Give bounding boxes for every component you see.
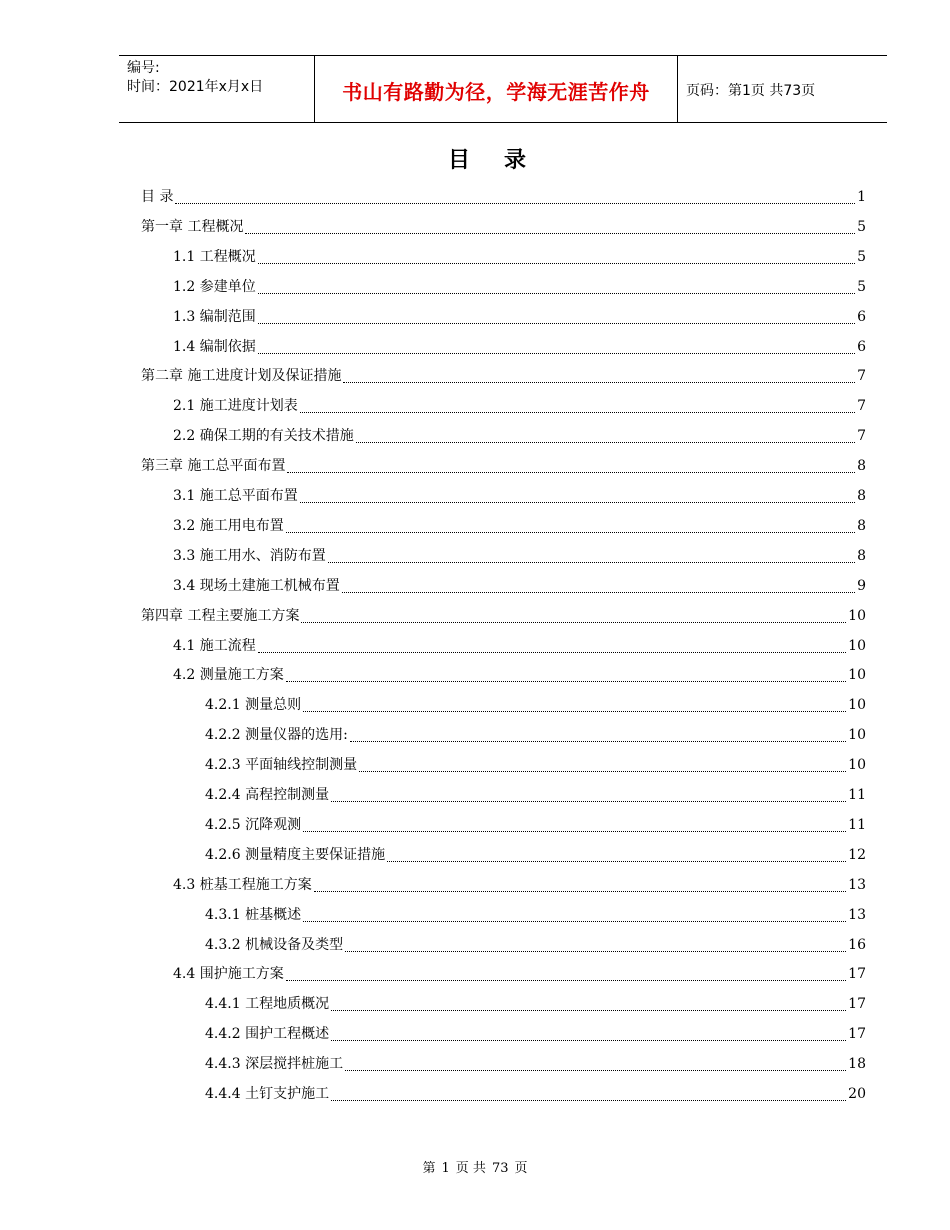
toc-leader-dots (286, 531, 855, 533)
toc-entry-page: 17 (848, 996, 866, 1013)
toc-entry[interactable] (205, 694, 866, 716)
toc-entry-label: 第四章 工程主要施工方案 (141, 607, 300, 624)
toc-entry-page: 10 (848, 727, 866, 744)
toc-entry[interactable] (173, 246, 866, 268)
toc-entry[interactable] (173, 963, 866, 985)
toc-entry-label: 第二章 施工进度计划及保证措施 (141, 368, 342, 385)
toc-leader-dots (258, 262, 855, 264)
toc-entry-page: 10 (848, 637, 866, 654)
toc-entry-page: 8 (857, 488, 866, 504)
toc-leader-dots (258, 352, 855, 354)
toc-entry-label: 3.2 施工用电布置 (173, 517, 284, 534)
toc-leader-dots (258, 651, 846, 653)
toc-entry-page: 5 (857, 248, 866, 265)
toc-entry-page: 5 (857, 218, 866, 235)
toc-entry-label: 第一章 工程概况 (141, 218, 244, 235)
toc-entry[interactable] (173, 515, 866, 537)
page-header (119, 55, 887, 123)
toc-entry[interactable] (205, 754, 866, 776)
header-page-info: 页码：第1页 共73页 (686, 83, 816, 99)
toc-entry[interactable] (173, 306, 866, 328)
toc-leader-dots (286, 979, 846, 981)
toc-leader-dots (303, 920, 846, 922)
toc-entry-page: 17 (848, 966, 866, 983)
toc-entry-label: 1.2 参建单位 (173, 278, 256, 295)
toc-leader-dots (300, 411, 855, 413)
toc-entry-label: 1.1 工程概况 (173, 248, 256, 265)
toc-entry-page: 17 (848, 1026, 866, 1043)
toc-entry-label: 3.1 施工总平面布置 (173, 488, 298, 504)
toc-entry-label: 4.1 施工流程 (173, 637, 256, 654)
toc-entry[interactable] (205, 844, 866, 866)
toc-leader-dots (350, 740, 846, 742)
toc-leader-dots (245, 232, 855, 234)
toc-entry-page: 20 (848, 1086, 866, 1102)
header-divider (677, 56, 678, 122)
toc-leader-dots (300, 501, 855, 503)
toc-entry-label: 4.2.6 测量精度主要保证措施 (205, 846, 386, 863)
toc-leader-dots (331, 1099, 846, 1101)
toc-entry-label: 1.4 编制依据 (173, 338, 256, 355)
toc-entry[interactable] (205, 1053, 866, 1075)
toc-leader-dots (342, 591, 855, 593)
header-meta (127, 59, 263, 97)
toc-entry[interactable] (205, 993, 866, 1015)
footer-current-page: 1 (441, 1161, 450, 1176)
toc-leader-dots (345, 950, 846, 952)
toc-entry-page: 7 (857, 428, 866, 445)
toc-entry-label: 4.3 桩基工程施工方案 (173, 876, 312, 893)
toc-entry[interactable] (141, 605, 866, 627)
toc-entry-page: 11 (848, 816, 866, 833)
toc-entry-page: 8 (857, 517, 866, 534)
toc-entry-label: 3.4 现场土建施工机械布置 (173, 577, 340, 594)
toc-title: 目录 (447, 148, 560, 173)
toc-leader-dots (356, 441, 855, 443)
toc-leader-dots (258, 322, 855, 324)
toc-entry-label: 4.4.3 深层搅拌桩施工 (205, 1056, 344, 1073)
toc-entry-page: 12 (848, 846, 866, 863)
toc-leader-dots (387, 860, 846, 862)
toc-entry-page: 6 (857, 338, 866, 355)
toc-entry-label: 4.4.4 土钉支护施工 (205, 1086, 330, 1102)
page-footer (0, 1157, 950, 1176)
toc-entry-label: 4.3.1 桩基概述 (205, 906, 302, 923)
toc-entry-page: 10 (848, 757, 866, 774)
toc-entry-label: 3.3 施工用水、消防布置 (173, 547, 326, 564)
footer-prefix: 第 (422, 1161, 436, 1176)
toc-entry-label: 4.3.2 机械设备及类型 (205, 936, 344, 953)
toc-entry[interactable] (141, 186, 866, 208)
toc-entry-page: 5 (857, 278, 866, 295)
toc-leader-dots (287, 471, 855, 473)
toc-entry[interactable] (173, 635, 866, 657)
toc-entry-label: 4.4 围护施工方案 (173, 966, 284, 983)
toc-entry[interactable] (205, 1083, 866, 1105)
toc-entry-label: 目 录 (141, 189, 174, 205)
toc-leader-dots (303, 830, 846, 832)
toc-entry-page: 7 (857, 398, 866, 415)
toc-entry-label: 1.3 编制范围 (173, 308, 256, 325)
toc-entry[interactable] (173, 276, 866, 298)
toc-entry-page: 13 (848, 906, 866, 923)
toc-entry-page: 1 (857, 189, 866, 205)
footer-total-pages: 73 (491, 1161, 509, 1176)
toc-entry-label: 4.2.5 沉降观测 (205, 816, 302, 833)
date-label: 时间：2021年x月x日 (127, 79, 264, 95)
toc-entry-label: 4.4.2 围护工程概述 (205, 1026, 330, 1043)
toc-entry[interactable] (141, 216, 866, 238)
toc-entry[interactable] (141, 455, 866, 477)
toc-entry[interactable] (173, 545, 866, 567)
toc-entry-label: 4.4.1 工程地质概况 (205, 996, 330, 1013)
toc-entry-page: 10 (848, 697, 866, 714)
toc-leader-dots (328, 561, 855, 563)
toc-entry-label: 2.1 施工进度计划表 (173, 398, 298, 415)
toc-entry[interactable] (205, 1023, 866, 1045)
toc-entry[interactable] (173, 336, 866, 358)
toc-leader-dots (345, 1069, 846, 1071)
toc-leader-dots (175, 202, 855, 204)
toc-leader-dots (331, 1039, 846, 1041)
footer-suffix: 页 (514, 1161, 528, 1176)
toc-entry-page: 8 (857, 547, 866, 564)
toc-entry[interactable] (205, 814, 866, 836)
toc-leader-dots (258, 292, 855, 294)
toc-leader-dots (359, 770, 846, 772)
toc-entry[interactable] (205, 934, 866, 956)
toc-leader-dots (331, 1009, 846, 1011)
toc-leader-dots (303, 710, 846, 712)
toc-entry-page: 10 (848, 667, 866, 684)
toc-entry-label: 4.2 测量施工方案 (173, 667, 284, 684)
toc-entry[interactable] (173, 485, 866, 507)
toc-entry-page: 13 (848, 876, 866, 893)
toc-entry[interactable] (173, 664, 866, 686)
toc-entry-page: 18 (848, 1056, 866, 1073)
toc-leader-dots (343, 381, 855, 383)
toc-entry-label: 4.2.2 测量仪器的选用: (205, 727, 348, 744)
toc-entry[interactable] (173, 395, 866, 417)
toc-entry-label: 4.2.4 高程控制测量 (205, 787, 330, 803)
toc-leader-dots (286, 680, 846, 682)
toc-entry-label: 2.2 确保工期的有关技术措施 (173, 428, 354, 445)
toc-entry[interactable] (173, 425, 866, 447)
toc-entry-page: 8 (857, 458, 866, 475)
toc-entry[interactable] (173, 874, 866, 896)
toc-entry[interactable] (173, 575, 866, 597)
toc-entry-page: 6 (857, 308, 866, 325)
header-motto: 书山有路勤为径，学海无涯苦作舟 (342, 80, 650, 104)
toc-entry-label: 第三章 施工总平面布置 (141, 458, 286, 475)
toc-entry-page: 9 (857, 577, 866, 594)
toc-entry[interactable] (205, 724, 866, 746)
toc-entry-label: 4.2.3 平面轴线控制测量 (205, 757, 358, 774)
toc-entry-label: 4.2.1 测量总则 (205, 697, 302, 714)
footer-mid: 页 共 (455, 1161, 486, 1176)
toc-entry[interactable] (141, 365, 866, 387)
toc-leader-dots (331, 800, 846, 802)
toc-entry-page: 10 (848, 607, 866, 624)
toc-entry-page: 16 (848, 936, 866, 953)
toc-entry-page: 7 (857, 368, 866, 385)
toc-leader-dots (314, 890, 846, 892)
toc-leader-dots (301, 621, 846, 623)
toc-entry-page: 11 (848, 787, 866, 803)
toc-entry[interactable] (205, 784, 866, 806)
code-label: 编号: (127, 60, 160, 76)
toc-entry[interactable] (205, 904, 866, 926)
